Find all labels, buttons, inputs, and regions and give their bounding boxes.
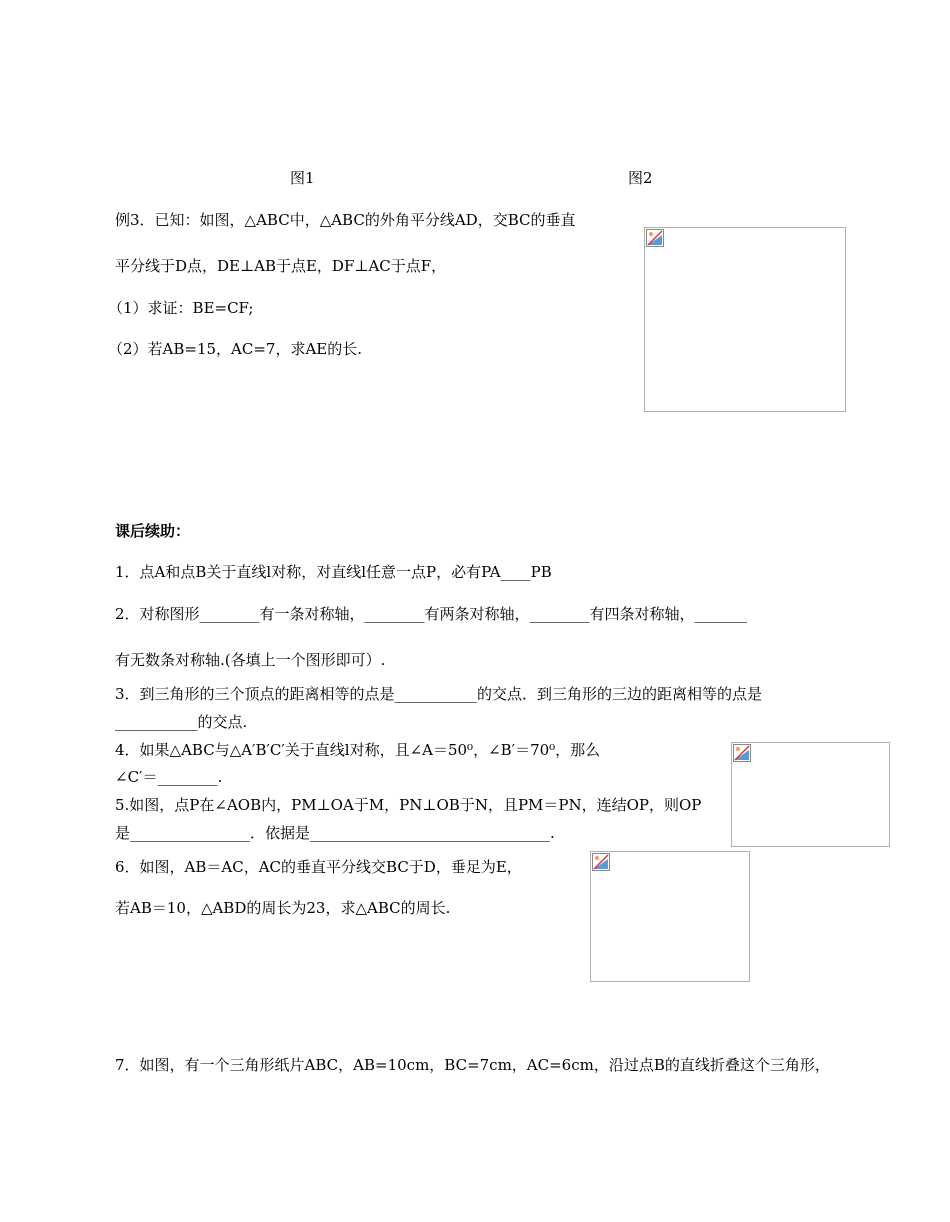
homework-item4-line2: ∠C′＝________. (115, 768, 223, 786)
homework-item7-line1: 7．如图，有一个三角形纸片ABC，AB=10cm，BC=7cm，AC=6cm，沿过点B的直线折叠这个三角形， (115, 1056, 830, 1074)
broken-image-icon (592, 853, 610, 871)
homework-item6-line1: 6．如图，AB＝AC，AC的垂直平分线交BC于D，垂足为E， (115, 858, 522, 876)
homework-item3-line1: 3．到三角形的三个顶点的距离相等的点是___________的交点．到三角形的三边的距离相等的点是 (115, 685, 763, 703)
homework-item2-line2: 有无数条对称轴.(各填上一个图形即可）. (115, 651, 386, 669)
homework-item4-line1: 4．如果△ABC与△A′B′C′关于直线l对称，且∠A＝50⁰，∠B′＝70⁰，那么 (115, 741, 601, 759)
broken-image-icon (733, 744, 751, 762)
example3-question1: （1）求证：BE=CF; (108, 299, 254, 317)
homework-heading: 课后续助： (115, 522, 191, 540)
example3-line2: 平分线于D点，DE⊥AB于点E，DF⊥AC于点F， (115, 257, 447, 275)
homework-item3-line2: ___________的交点. (115, 713, 248, 731)
homework-item2-line1: 2．对称图形________有一条对称轴，________有两条对称轴，________有四条对称轴，_______ (115, 605, 748, 623)
item6-figure (590, 851, 750, 982)
figure-2-label: 图2 (628, 169, 653, 187)
example3-figure (644, 227, 846, 412)
example3-line1: 例3．已知：如图，△ABC中，△ABC的外角平分线AD，交BC的垂直 (115, 211, 576, 229)
homework-item1: 1．点A和点B关于直线l对称，对直线l任意一点P，必有PA____PB (115, 563, 552, 581)
homework-item5-line2: 是________________．依据是________________________________. (115, 824, 555, 842)
homework-item6-line2: 若AB＝10，△ABD的周长为23，求△ABC的周长. (115, 899, 451, 917)
homework-item5-line1: 5.如图，点P在∠AOB内，PM⊥OA于M，PN⊥OB于N，且PM＝PN，连结OP，则OP (115, 796, 702, 814)
broken-image-icon (646, 229, 664, 247)
example3-question2: （2）若AB=15，AC=7，求AE的长. (108, 340, 363, 358)
item4-figure (731, 742, 890, 847)
figure-1-label: 图1 (290, 169, 315, 187)
